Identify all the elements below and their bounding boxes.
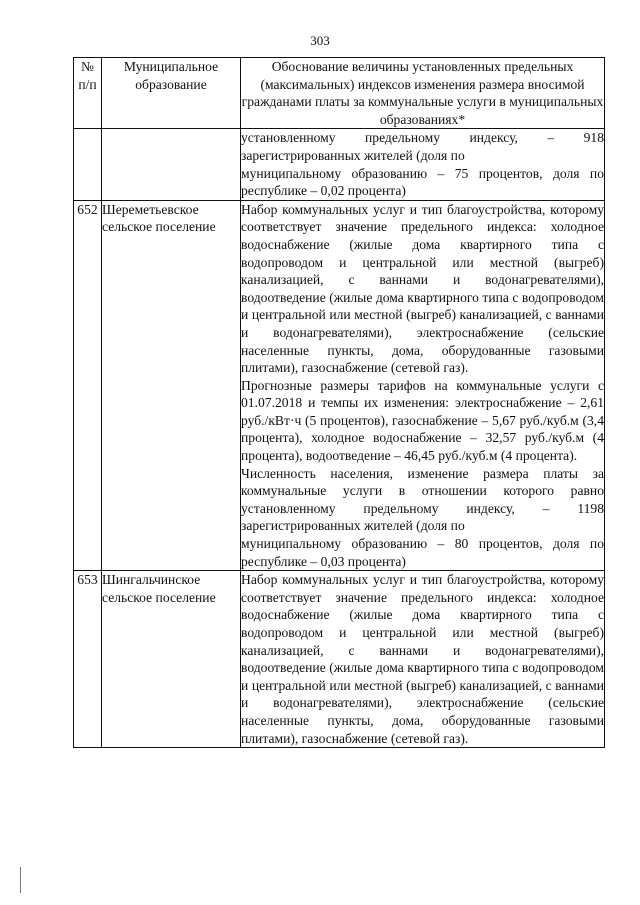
header-num: № п/п: [74, 58, 102, 129]
services-paragraph: Набор коммунальных услуг и тип благоустройства, которому соответствует значение предельного индекса: холодное водоснабжение (жилые дома квартирного типа с водопроводом и центральной или местной (выгреб) канализацией, с ваннами и водонагревателями), водоотведение (жилые дома квартирного типа с водопроводом и центральной или местной (выгреб) канализацией, с ваннами и водонагревателями), электроснабжение (сельские населенные пункты, дома, оборудованные газовыми плитами), газоснабжение (сетевой газ).: [241, 572, 604, 746]
table-row-continuation: [74, 129, 605, 200]
continuation-municipality-cell: [102, 129, 241, 200]
municipality-name: Шереметьевское сельское поселение: [102, 200, 241, 570]
table-header-row: [74, 58, 605, 129]
justification-cell: [241, 571, 605, 748]
tariffs-paragraph: Прогнозные размеры тарифов на коммунальные услуги с 01.07.2018 и темпы их изменения: электроснабжение – 2,61 руб./кВт·ч (5 процентов), газоснабжение – 5,67 руб./куб.м (3,4 процента), холодное водоснабжение – 32,57 руб./куб.м (4 процента), водоотведение – 46,45 руб./куб.м (4 процента).: [241, 377, 604, 464]
services-paragraph: Набор коммунальных услуг и тип благоустройства, которому соответствует значение предельного индекса: холодное водоснабжение (жилые дома квартирного типа с водопроводом и центральной или местной (выгреб) канализацией, с ваннами и водонагревателями), водоотведение (жилые дома квартирного типа с водопроводом и центральной или местной (выгреб) канализацией, с ваннами и водонагревателями), электроснабжение (сельские населенные пункты, дома, оборудованные газовыми плитами), газоснабжение (сетевой газ).: [241, 201, 604, 376]
header-municipality: Муниципальное образование: [102, 58, 241, 129]
continuation-justification-cell: [241, 129, 605, 200]
page-number: 303: [310, 33, 330, 48]
table-row-653: [74, 571, 605, 748]
continuation-num-cell: [74, 129, 102, 200]
continuation-paragraph: установленному предельному индексу, – 918 зарегистрированных жителей (доля по: [241, 130, 604, 163]
indices-table: [73, 57, 605, 748]
municipality-name: Шингальчинское сельское поселение: [102, 571, 241, 748]
population-paragraph-tail: муниципальному образованию – 80 процентов, доля по республике – 0,03 процента): [241, 536, 604, 569]
continuation-paragraph: муниципальному образованию – 75 процентов, доля по республике – 0,02 процента): [241, 165, 604, 199]
header-justification: Обоснование величины установленных предельных (максимальных) индексов изменения размера вносимой гражданами платы за коммунальные услуги в муниципальных образованиях*: [241, 58, 605, 129]
justification-cell: [241, 200, 605, 570]
row-number: 652: [74, 200, 102, 570]
margin-mark: [20, 867, 21, 893]
population-paragraph: Численность населения, изменение размера платы за коммунальные услуги в отношении которого равно установленному предельному индексу, – 1198 зарегистрированных жителей (доля по: [241, 465, 604, 534]
table-row-652: [74, 200, 605, 570]
row-number: 653: [74, 571, 102, 748]
